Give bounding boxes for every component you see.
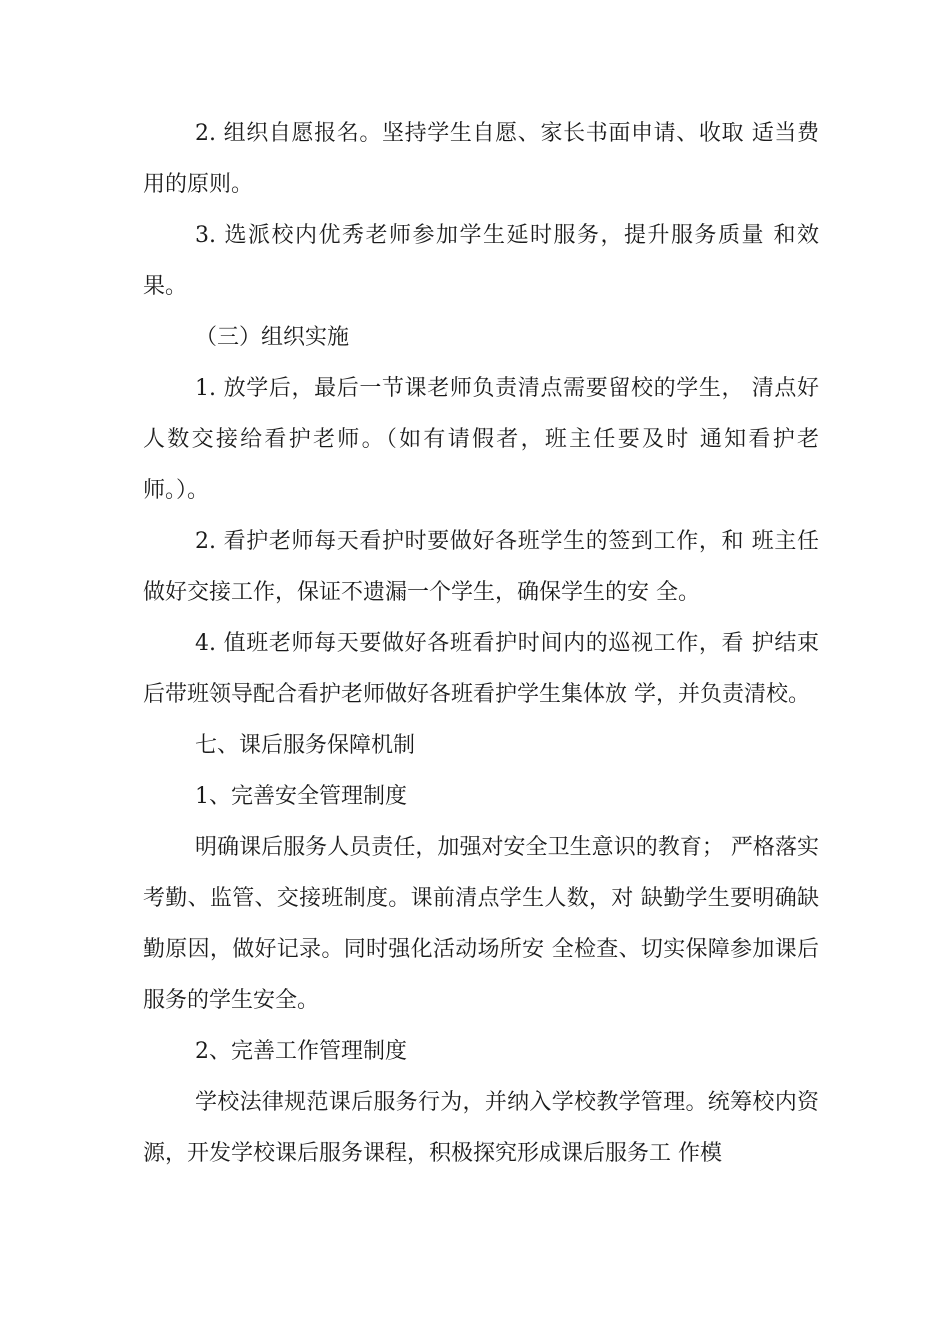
subheading-safety: 1、完善安全管理制度: [195, 784, 407, 809]
section-heading-implementation: （三）组织实施: [195, 325, 350, 350]
paragraph-after-school: 1. 放学后，最后一节课老师负责清点需要留校的学生， 清点好人数交接给看护老师。（如有请假者，班主任要及时 通知看护老师。）。: [143, 376, 819, 503]
section-heading-guarantee: 七、课后服务保障机制: [195, 733, 416, 758]
paragraph-work-management: 学校法律规范课后服务行为，并纳入学校教学管理。统筹校内资源，开发学校课后服务课程，积极探究形成课后服务工 作模: [143, 1090, 819, 1166]
document-page: [143, 108, 819, 1179]
paragraph-registration: 2. 组织自愿报名。坚持学生自愿、家长书面申请、收取 适当费用的原则。: [143, 121, 819, 197]
paragraph-teacher-selection: 3. 选派校内优秀老师参加学生延时服务，提升服务质量 和效果。: [143, 223, 819, 299]
subheading-work-management: 2、完善工作管理制度: [195, 1039, 407, 1064]
paragraph-safety: 明确课后服务人员责任，加强对安全卫生意识的教育； 严格落实考勤、监管、交接班制度。课前清点学生人数，对 缺勤学生要明确缺勤原因，做好记录。同时强化活动场所安 全检查、切实保障参加课后服务的学生安全。: [143, 835, 819, 1013]
paragraph-sign-in: 2. 看护老师每天看护时要做好各班学生的签到工作，和 班主任做好交接工作，保证不遗漏一个学生，确保学生的安 全。: [143, 529, 819, 605]
paragraph-patrol: 4. 值班老师每天要做好各班看护时间内的巡视工作，看 护结束后带班领导配合看护老师做好各班看护学生集体放 学，并负责清校。: [143, 631, 819, 707]
